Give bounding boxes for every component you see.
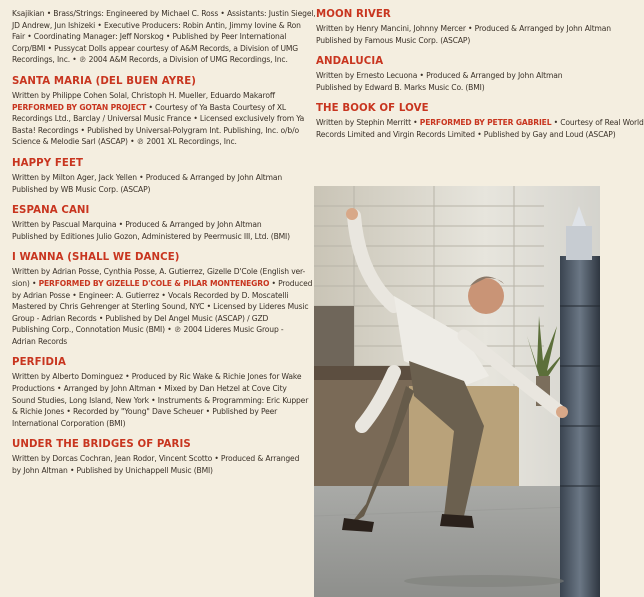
credit-line [12,172,297,184]
credit-text: Written by Alberto Dominguez • Produced by Ric Wake & Richie Jones for Wake [12,372,302,382]
song-title: MOON RIVER [316,9,391,20]
credit-text: • Courtesy of Real World [551,118,644,128]
credit-line [12,301,309,313]
song-title: ESPANA CANI [12,205,90,217]
credit-text: Recordings, Inc. • ℗ 2004 A&M Records, a Division of UMG Recordings, Inc. [12,55,288,65]
credit-line [316,70,588,82]
credit-line [12,31,297,43]
song-title: UNDER THE BRIDGES OF PARIS [12,439,191,451]
song-credits [12,90,305,148]
credit-line [12,324,297,336]
credit-text: Published by Editiones Julio Gozon, Administered by Peermusic III, Ltd. (BMI) [12,231,290,241]
credit-text: Written by Milton Ager, Jack Yellen • Produced & Arranged by John Altman [12,172,283,182]
song-credits [12,8,316,66]
credit-line [12,465,297,477]
credit-line [12,20,301,32]
credit-line [12,136,297,148]
credit-text: • Courtesy of Ya Basta Courtesy of XL [146,102,287,112]
credit-text: Written by Henry Mancini, Johnny Mercer • Produced & Arranged by John Altman [316,24,611,33]
credit-text: Group - Adrian Records • Published by Del Angel Music (ASCAP) / GZD [12,313,269,323]
credit-text: Mastered by Chris Gehrenger at Sterling Sound, NYC • Licensed by Lideres Music [12,302,309,312]
credit-text: Publishing Corp., Connotation Music (BMI) • ℗ 2004 Lideres Music Group - [12,325,284,335]
credit-entry [12,8,316,66]
song-title: HAPPY FEET [12,157,84,169]
credit-text: Written by Ernesto Lecuona • Produced & Arranged by John Altman [316,71,563,81]
song-title: PERFIDIA [12,357,66,369]
song-title: SANTA MARIA (DEL BUEN AYRE) [12,75,197,87]
credit-text: Written by Pascual Marquina • Produced & Arranged by John Altman [12,220,262,230]
credit-text: Science & Melodie Sarl (ASCAP) • ℗ 2001 XL Recordings, Inc. [12,137,237,147]
credit-text: Basta! Recordings • Published by Universal-Polygram Int. Publishing, Inc. o/b/o [12,125,299,135]
credit-text: Records Limited and Virgin Records Limited • Published by Gay and Loud (ASCAP) [316,129,616,139]
credit-text: Written by Dorcas Cochran, Jean Rodor, Vincent Scotto • Produced & Arranged [12,454,300,464]
performer-credit: PERFORMED BY GOTAN PROJECT [12,102,147,112]
credit-text: Productions • Arranged by John Altman • Mixed by Dan Hetzel at Cove City [12,384,287,394]
credit-text: & Richie Jones • Recorded by "Young" Dave Scheuer • Published by Peer [12,407,278,417]
credit-text: Recordings Ltd., Barclay / Universal Music France • Licensed exclusively from Ya [12,114,305,124]
song-credits [316,117,644,140]
credit-line [12,54,297,66]
credit-entry [12,75,305,148]
song-credits [12,371,309,429]
credit-entry [316,8,611,46]
credit-text: Fair • Coordinating Manager: Jeff Norskog • Published by Peer International [12,32,287,42]
song-credits [12,219,297,242]
song-title: I WANNA (SHALL WE DANCE) [12,252,180,264]
credit-line [12,418,297,430]
credit-line [12,125,297,137]
credit-text: Published by Famous Music Corp. (ASCAP) [316,35,471,45]
credit-entry [12,356,309,429]
credit-text: Published by WB Music Corp. (ASCAP) [12,184,151,194]
credit-text: Sound Studies, Long Island, New York • Instruments & Programming: Eric Kupper [12,395,309,405]
credit-entry [316,102,644,140]
credit-line [316,117,644,129]
song-credits [316,23,611,46]
credit-line [12,290,297,302]
song-credits [12,453,300,476]
credit-line [316,82,588,94]
credit-line [316,35,588,47]
song-credits [316,70,588,93]
credit-entry [12,251,313,347]
song-title: THE BOOK OF LOVE [316,103,429,115]
song-credits [12,266,313,347]
performer-credit: PERFORMED BY GIZELLE D'COLE & PILAR MONTENEGRO [38,278,270,288]
credit-line [12,371,302,383]
performer-credit: PERFORMED BY PETER GABRIEL [419,118,552,128]
credit-line [12,113,305,125]
credit-line [12,395,309,407]
credit-text: Adrian Records [12,336,68,346]
credit-line [12,406,297,418]
credit-line [316,23,611,35]
credit-line [316,129,616,141]
dancer-photo [314,186,600,597]
credit-line [12,102,297,114]
credit-text: by John Altman • Published by Unichappell Music (BMI) [12,466,213,476]
credit-line [12,336,297,348]
credit-line [12,43,297,55]
credit-line [12,266,306,278]
credit-line [12,90,297,102]
credit-text: sion) • [12,278,39,288]
credit-line [12,453,300,465]
credit-text: Published by Edward B. Marks Music Co. (BMI) [316,82,485,92]
credit-text: Written by Stephin Merritt • [316,118,420,128]
credit-entry [316,55,588,93]
credits-column-right [316,8,644,150]
credit-line [12,383,297,395]
credit-text: Ksajikian • Brass/Strings: Engineered by Michael C. Ross • Assistants: Justin Siegel, [12,9,316,18]
credit-text: International Corporation (BMI) [12,418,126,428]
credit-line [12,231,297,243]
credit-line [12,313,297,325]
credit-line [12,278,313,290]
song-title: ANDALUCIA [316,56,384,68]
credit-text: by Adrian Posse • Engineer: A. Gutierrez • Vocals Recorded by D. Moscatelli [12,290,289,300]
credit-entry [12,438,300,476]
credit-text: Written by Philippe Cohen Solal, Christoph H. Mueller, Eduardo Makaroff [12,90,275,100]
credit-text: JD Andrew, Jun Ishizeki • Executive Producers: Robin Antin, Jimmy Iovine & Ron [12,20,301,30]
credit-text: Corp/BMI • Pussycat Dolls appear courtesy of A&M Records, a Division of UMG [12,43,299,53]
credit-entry [12,157,297,195]
credit-entry [12,204,297,242]
credit-text: • Produced [269,278,313,288]
credits-column-left [12,8,316,486]
credit-line [12,8,316,20]
credit-text: Written by Adrian Posse, Cynthia Posse, A. Gutierrez, Gizelle D'Cole (English ver- [12,267,306,277]
credit-line [12,184,297,196]
song-credits [12,172,297,195]
credit-line [12,219,297,231]
